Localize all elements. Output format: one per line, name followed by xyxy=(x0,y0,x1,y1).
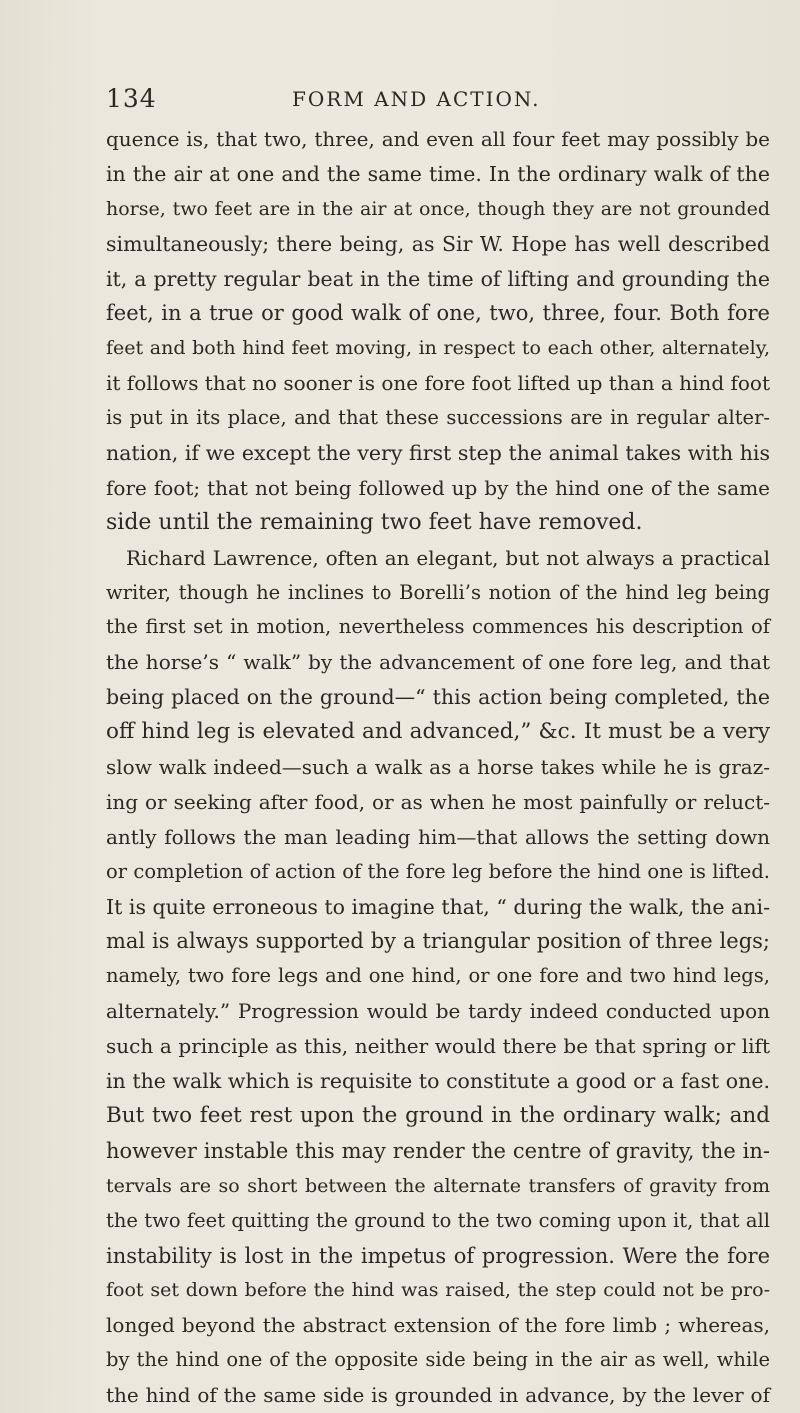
text-line: feet and both hind feet moving, in respect to each other, alternately, xyxy=(106,337,770,360)
text-line: the first set in motion, nevertheless commences his description of xyxy=(106,615,770,639)
text-line: longed beyond the abstract extension of the fore limb ; whereas, xyxy=(106,1313,770,1338)
text-line: ing or seeking after food, or as when he most painfully or reluct- xyxy=(106,789,770,814)
text-line: namely, two fore legs and one hind, or one fore and two hind legs, xyxy=(106,964,770,988)
text-line: horse, two feet are in the air at once, though they are not grounded xyxy=(106,197,770,220)
text-line: nation, if we except the very first step the animal takes with his xyxy=(106,441,770,466)
running-title: FORM AND ACTION. xyxy=(292,87,541,111)
text-line: writer, though he inclines to Borelli’s notion of the hind leg being xyxy=(106,580,770,604)
text-line: such a principle as this, neither would there be that spring or lift xyxy=(106,1034,770,1059)
running-head xyxy=(106,84,770,120)
text-line: feet, in a true or good walk of one, two, three, four. Both fore xyxy=(106,301,770,326)
body-text xyxy=(106,122,770,1413)
text-line: antly follows the man leading him—that allows the setting down xyxy=(106,824,770,849)
page-number: 134 xyxy=(106,84,157,113)
text-line: the hind of the same side is grounded in advance, by the lever of xyxy=(106,1383,770,1408)
text-line: in the air at one and the same time. In the ordinary walk of the xyxy=(106,161,770,186)
text-line: It is quite erroneous to imagine that, “ during the walk, the ani- xyxy=(106,894,770,919)
text-line: slow walk indeed—such a walk as a horse takes while he is graz- xyxy=(106,755,770,780)
text-line: in the walk which is requisite to constitute a good or a fast one. xyxy=(106,1069,770,1094)
text-line: the horse’s “ walk” by the advancement of one fore leg, and that xyxy=(106,650,770,675)
text-line: foot set down before the hind was raised, the step could not be pro- xyxy=(106,1279,770,1302)
text-line: the two feet quitting the ground to the two coming upon it, that all xyxy=(106,1208,770,1232)
text-line: tervals are so short between the alternate transfers of gravity from xyxy=(106,1174,770,1197)
text-line: it follows that no sooner is one fore foot lifted up than a hind foot xyxy=(106,371,770,396)
text-line: it, a pretty regular beat in the time of lifting and grounding the xyxy=(106,266,770,291)
text-line: instability is lost in the impetus of progression. Were the fore xyxy=(106,1243,770,1268)
text-line: But two feet rest upon the ground in the ordinary walk; and xyxy=(106,1102,770,1128)
text-line: by the hind one of the opposite side being in the air as well, while xyxy=(106,1348,770,1372)
text-line: fore foot; that not being followed up by the hind one of the same xyxy=(106,475,770,500)
text-line: being placed on the ground—“ this action being completed, the xyxy=(106,685,770,710)
text-line: Richard Lawrence, often an elegant, but not always a practical xyxy=(126,545,770,570)
text-line: off hind leg is elevated and advanced,” &c. It must be a very xyxy=(106,719,770,745)
text-line: simultaneously; there being, as Sir W. Hope has well described xyxy=(106,231,770,256)
text-line: alternately.” Progression would be tardy indeed conducted upon xyxy=(106,999,770,1024)
text-line: side until the remaining two feet have removed. xyxy=(106,509,643,535)
text-line: or completion of action of the fore leg before the hind one is lifted. xyxy=(106,859,770,883)
text-line: is put in its place, and that these successions are in regular alter- xyxy=(106,406,770,430)
text-line: mal is always supported by a triangular position of three legs; xyxy=(106,929,770,954)
text-line: quence is, that two, three, and even all four feet may possibly be xyxy=(106,127,770,151)
text-line: however instable this may render the centre of gravity, the in- xyxy=(106,1138,770,1163)
